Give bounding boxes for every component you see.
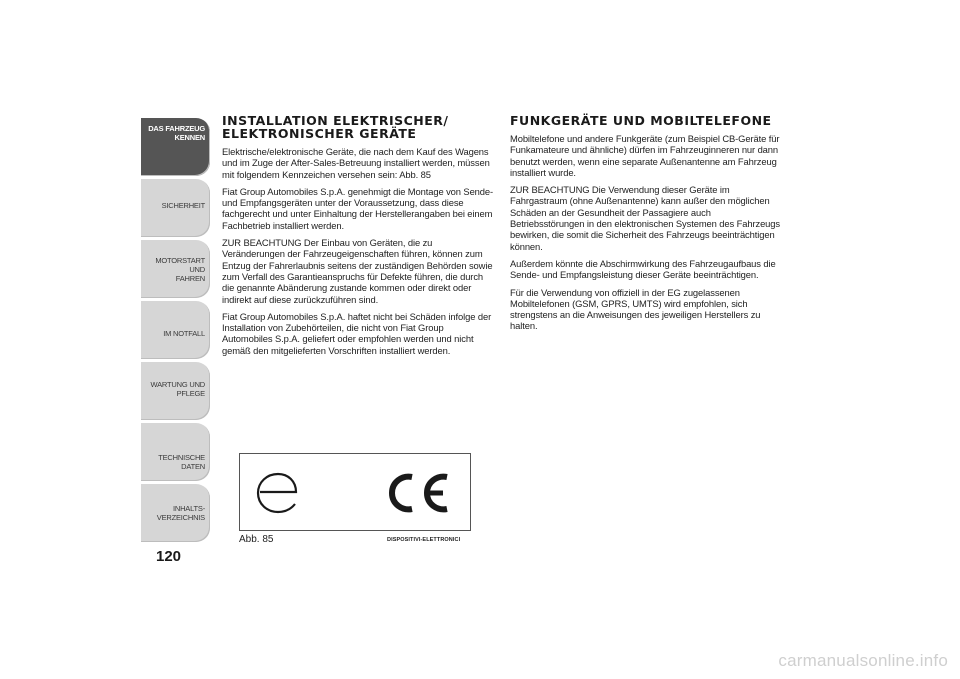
tab-das-fahrzeug-kennen[interactable]: DAS FAHRZEUG KENNEN [141, 118, 210, 176]
paragraph: Außerdem könnte die Abschirmwirkung des Fahrzeugaufbaus die Sende- und Empfangsleistung dieser Geräte beeinträchtigen. [510, 257, 776, 281]
paragraph: Fiat Group Automobiles S.p.A. genehmigt die Montage von Sende- und Empfangsgeräten unter der Voraussetzung, dass diese fachgerecht und unter Einhaltung der Herstellerangaben bei einem Fachbetrieb installiert werden. [222, 185, 494, 231]
paragraph: Elektrische/elektronische Geräte, die nach dem Kauf des Wagens und im Zuge der After-Sales-Betreuung installiert werden, müssen mit folgendem Kennzeichen versehen sein: Abb. 85 [222, 146, 490, 180]
figure-abb-85 [239, 453, 471, 531]
tab-im-notfall[interactable]: IM NOTFALL [141, 301, 210, 359]
section-heading-funkgeraete: FUNKGERÄTE UND MOBILTELEFONE [510, 113, 772, 128]
tab-motorstart-und-fahren[interactable]: MOTORSTART UND FAHREN [141, 240, 210, 298]
watermark: carmanualsonline.info [778, 651, 948, 670]
paragraph: ZUR BEACHTUNG Die Verwendung dieser Geräte im Fahrgastraum (ohne Außenantenne) kann außer den möglichen Schäden an der Gesundheit der Passagiere auch Betriebsstörungen in den elektronischen Systemen des Fahrzeugs bewirken, die somit die Sicherheit des Fahrzeugs beeinträchtigen können. [510, 184, 781, 252]
tab-technische-daten[interactable]: TECHNISCHE DATEN [141, 423, 210, 481]
tab-wartung-und-pflege[interactable]: WARTUNG UND PFLEGE [141, 362, 210, 420]
left-column [222, 114, 496, 362]
page-number: 120 [156, 548, 182, 565]
paragraph: ZUR BEACHTUNG Der Einbau von Geräten, die zu Veränderungen der Fahrzeugeigenschaften führen, können zum Entzug der Fahrerlaubnis seitens der zuständigen Behörden sowie zum Verfall des Garantieanspruchs für Defekte führen, die durch die genannte Abänderung zustande kommen oder direkt oder indirekt auf diese zurückzuführen sind. [222, 237, 493, 305]
paragraph: Mobiltelefone und andere Funkgeräte (zum Beispiel CB-Geräte für Funkamateure und ähnliche) dürfen im Fahrzeuginneren nur dann benutzt werden, wenn eine separate Außenantenne am Fahrzeug installiert wurde. [510, 133, 780, 178]
paragraph: Für die Verwendung von offiziell in der EG zugelassenen Mobiltelefonen (GSM, GPRS, UMTS) wird empfohlen, sich strengstens an die Anweisungen des jeweiligen Herstellers zu halten. [510, 286, 761, 332]
ce-mark-icon [392, 477, 447, 510]
figure-code: DISPOSITIVI-ELETTRONICI [387, 537, 461, 543]
section-heading-installation: INSTALLATION ELEKTRISCHER/ ELEKTRONISCHER GERÄTE [222, 113, 449, 141]
tab-sicherheit[interactable]: SICHERHEIT [141, 179, 210, 237]
tab-inhaltsverzeichnis[interactable]: INHALTS- VERZEICHNIS [141, 484, 210, 542]
paragraph: Fiat Group Automobiles S.p.A. haftet nicht bei Schäden infolge der Installation von Zubehörteilen, die nicht von Fiat Group Automobiles S.p.A. geliefert oder empfohlen werden und nicht gemäß den mitgelieferten Vorschriften installiert werden. [222, 310, 492, 356]
right-column [510, 114, 786, 338]
figure-caption: Abb. 85 [239, 534, 274, 545]
e-mark-icon [258, 474, 296, 512]
